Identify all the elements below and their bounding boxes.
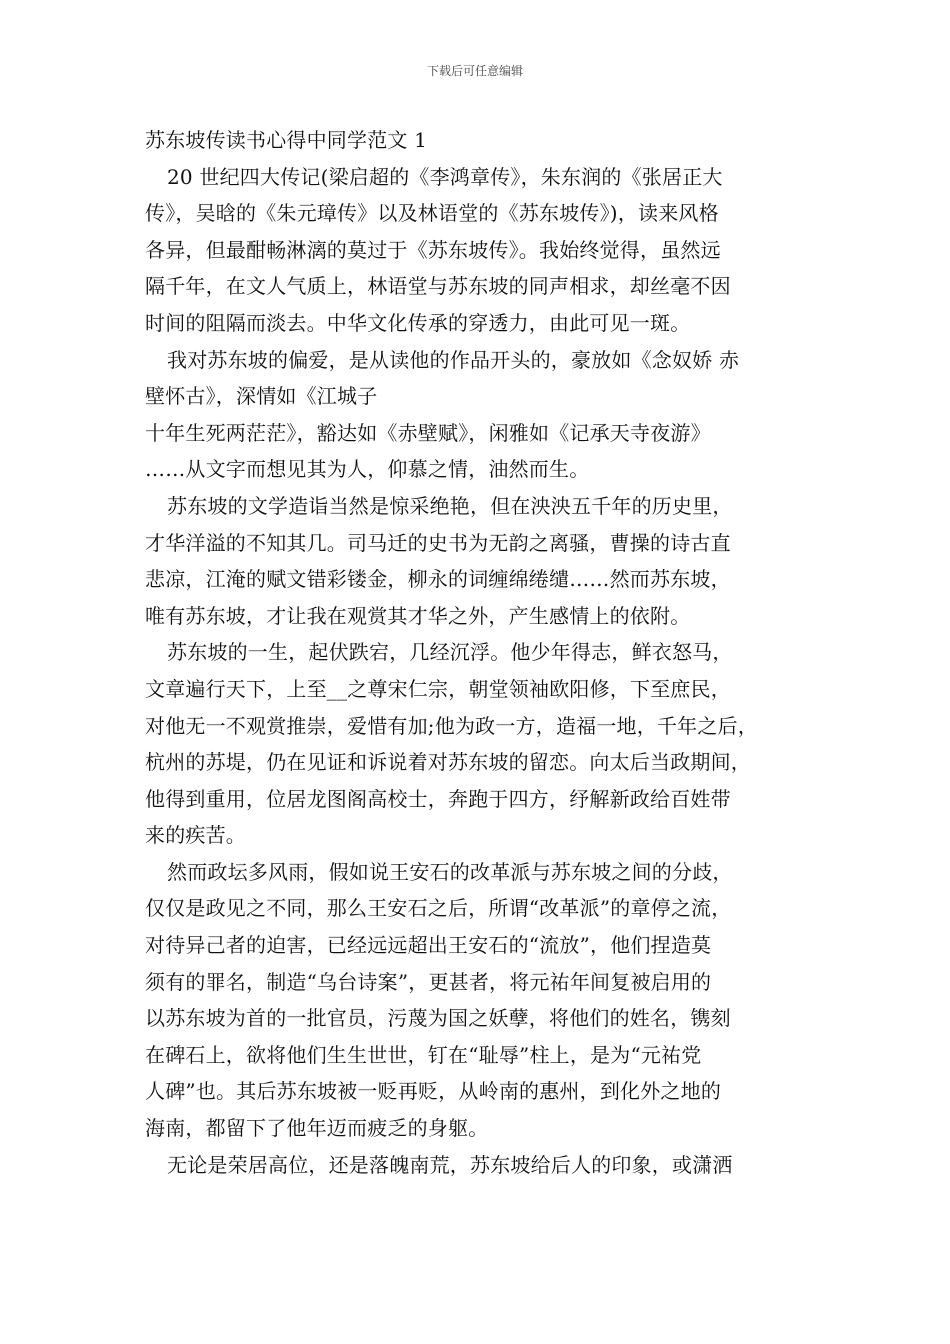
- text-line: 他得到重用，位居龙图阁高校士，奔跑于四方，纾解新政给百姓带: [145, 786, 731, 811]
- page-header: 下载后可任意编辑: [426, 64, 523, 78]
- text-line: 十年生死两茫茫》，豁达如《赤壁赋》，闲雅如《记承天寺夜游》: [145, 420, 711, 445]
- text-line: 时间的阻隔而淡去。中华文化传承的穿透力，由此可见一斑。: [145, 310, 691, 335]
- paragraph-2: [145, 342, 825, 488]
- text-line: 无论是荣居高位，还是落魄南荒，苏东坡给后人的印象，或潇洒: [167, 1152, 733, 1177]
- text-line: 传》，吴晗的《朱元璋传》以及林语堂的《苏东坡传》)，读来风格: [145, 201, 719, 226]
- document-title: 苏东坡传读书心得中同学范文 1: [145, 128, 428, 152]
- text-line: 对待异己者的迫害，已经远远超出王安石的“流放”，他们捏造莫: [145, 933, 712, 958]
- text-line: 各异，但最酣畅淋漓的莫过于《苏东坡传》。我始终觉得，虽然远: [145, 237, 721, 262]
- text-line: 以苏东坡为首的一批官员，污蔑为国之妖孽，将他们的姓名，镌刻: [145, 1006, 731, 1031]
- paragraph-4: [145, 634, 825, 854]
- paragraph-1: [145, 159, 825, 342]
- text-line: 杭州的苏堤，仍在见证和诉说着对苏东坡的留恋。向太后当政期间，: [145, 750, 751, 775]
- text-line: 须有的罪名，制造“乌台诗案”，更甚者，将元祐年间复被启用的: [145, 969, 712, 994]
- text-line: 才华洋溢的不知其几。司马迁的史书为无韵之离骚，曹操的诗古直: [145, 530, 731, 555]
- text-line: 在碑石上，欲将他们生生世世，钉在“耻辱”柱上，是为“元祐党: [145, 1042, 702, 1067]
- text-line: 人碑”也。其后苏东坡被一贬再贬，从岭南的惠州，到化外之地的: [145, 1079, 722, 1104]
- text-line: 苏东坡的一生，起伏跌宕，几经沉浮。他少年得志，鲜衣怒马，: [167, 640, 733, 665]
- paragraph-6: [145, 1147, 825, 1184]
- text-line: 隔千年，在文人气质上，林语堂与苏东坡的同声相求，却丝毫不因: [145, 274, 731, 299]
- text-line: 悲凉，江淹的赋文错彩镂金，柳永的词缠绵绻缱……然而苏东坡，: [145, 567, 731, 592]
- text-line: 唯有苏东坡，才让我在观赏其才华之外，产生感情上的依附。: [145, 603, 691, 628]
- text-line: 20 世纪四大传记(梁启超的《李鸿章传》，朱东润的《张居正大: [167, 164, 723, 189]
- text-line: 仅仅是政见之不同，那么王安石之后，所谓“改革派”的章停之流，: [145, 896, 732, 921]
- text-line: 海南，都留下了他年迈而疲乏的身躯。: [145, 1116, 489, 1141]
- document-body: [145, 122, 825, 1183]
- text-line: 我对苏东坡的偏爱，是从读他的作品开头的，豪放如《念奴娇 赤: [167, 347, 740, 372]
- paragraph-5: [145, 854, 825, 1147]
- text-line: 然而政坛多风雨，假如说王安石的改革派与苏东坡之间的分歧，: [167, 859, 733, 884]
- text-line: ……从文字而想见其为人，仰慕之情，油然而生。: [145, 457, 590, 482]
- text-line: 来的疾苦。: [145, 823, 246, 848]
- text-line: 苏东坡的文学造诣当然是惊采绝艳，但在泱泱五千年的历史里，: [167, 493, 733, 518]
- text-line: 文章遍行天下，上至__之尊宋仁宗，朝堂领袖欧阳修，下至庶民，: [145, 676, 731, 701]
- text-line: 壁怀古》，深情如《江城子: [145, 384, 378, 409]
- paragraph-3: [145, 488, 825, 634]
- text-line: 对他无一不观赏推崇，爱惜有加;他为政一方，造福一地，千年之后，: [145, 713, 758, 738]
